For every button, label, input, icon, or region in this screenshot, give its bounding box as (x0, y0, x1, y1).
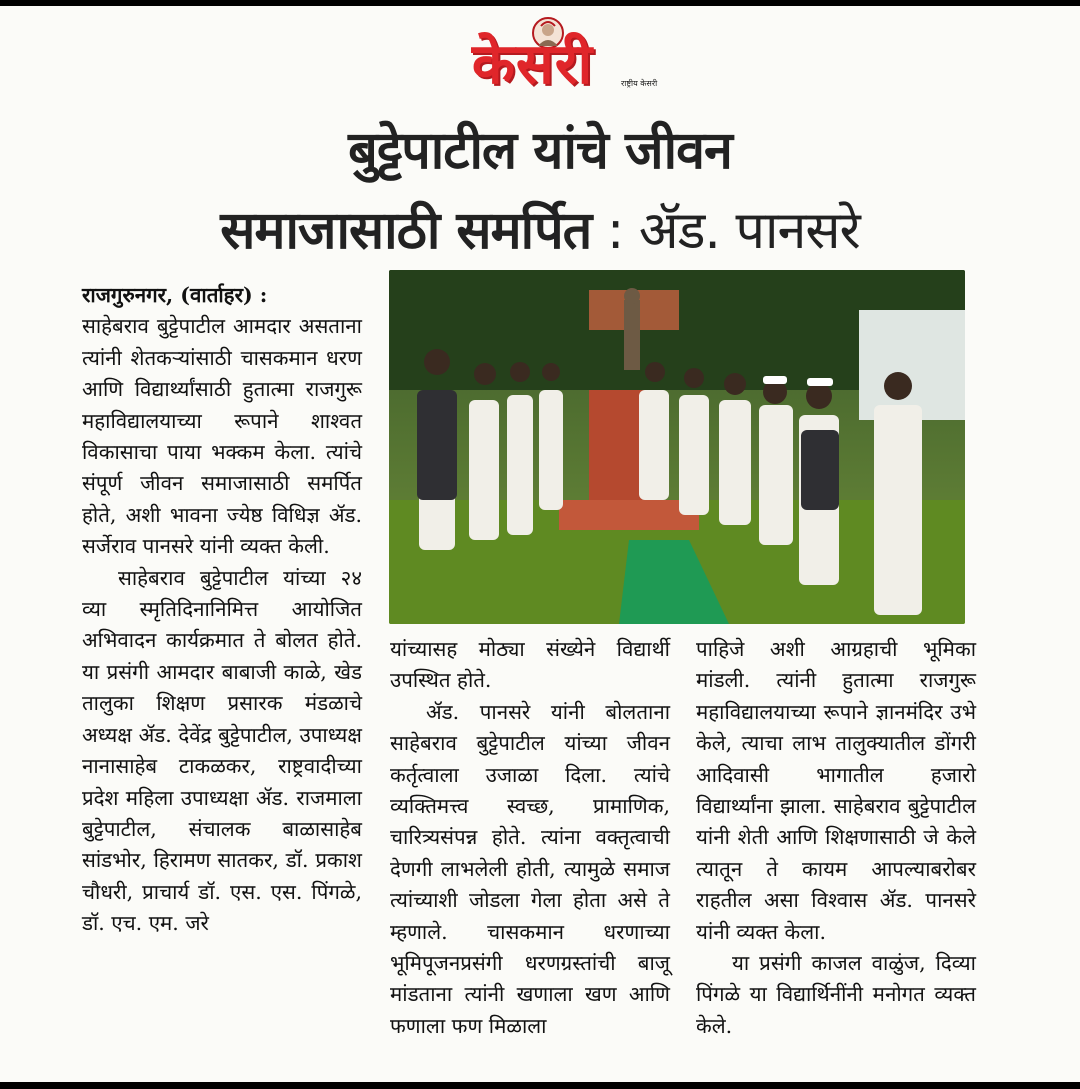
article-paragraph-2: साहेबराव बुट्टेपाटील यांच्या २४ व्या स्मृतिदिनानिमित्त आयोजित अभिवादन कार्यक्रमात ते बोलत होते. या प्रसंगी आमदार बाबाजी काळे, खेड तालुका शिक्षण प्रसारक मंडळाचे अध्यक्ष ॲड. देवेंद्र बुट्टेपाटील, उपाध्यक्ष नानासाहेब टाकळकर, राष्ट्रवादीच्या प्रदेश महिला उपाध्यक्षा ॲड. राजमाला बुट्टेपाटील, संचालक बाळासाहेब सांडभोर, हिरामण सातकर, डॉ. प्रकाश चौधरी, प्राचार्य डॉ. एस. एस. पिंगळे, डॉ. एच. एम. जरे (82, 565, 362, 936)
headline-line-2-bold: समाजासाठी समर्पित (220, 201, 592, 261)
masthead-tagline: राष्ट्रीय केसरी (621, 79, 658, 88)
article-column-2 (390, 634, 670, 1042)
article-paragraph-1: साहेबराव बुट्टेपाटील आमदार असताना त्यांनी शेतकऱ्यांसाठी चासकमान धरण आणि विद्यार्थ्यांसाठी हुतात्मा राजगुरू महाविद्यालयाच्या रूपाने शाश्वत विकासाचा पाया भक्कम केला. त्यांचे संपूर्ण जीवन समाजासाठी समर्पित होते, अशी भावना ज्येष्ठ विधिज्ञ ॲड. सर्जेराव पानसरे यांनी व्यक्त केली. (82, 314, 362, 559)
newspaper-clipping (0, 6, 1080, 1082)
article-col3-paragraph-1: पाहिजे अशी आग्रहाची भूमिका मांडली. त्यांनी हुतात्मा राजगुरू महाविद्यालयाच्या रूपाने ज्ञानमंदिर उभे केले, त्याचा लाभ तालुक्यातील डोंगरी आदिवासी भागातील हजारो विद्यार्थ्यांना झाला. साहेबराव बुट्टेपाटील यांनी शेती आणि शिक्षणासाठी जे केले त्यातून ते कायम आपल्याबरोबर राहतील असा विश्वास ॲड. पानसरे यांनी व्यक्त केला. (696, 637, 976, 944)
headline-line-1: बुट्टेपाटील यांचे जीवन (348, 121, 732, 181)
event-photo (389, 270, 965, 624)
article-col2-paragraph-2: ॲड. पानसरे यांनी बोलताना साहेबराव बुट्टेपाटील यांच्या जीवन कर्तृत्वाला उजाळा दिला. त्यांचे व्यक्तिमत्त्व स्वच्छ, प्रामाणिक, चारित्र्यसंपन्न होते. त्यांना वक्तृत्वाची देणगी लाभलेली होती, त्यामुळे समाज त्यांच्याशी जोडला गेला होता असे ते म्हणाले. चासकमान धरणाच्या भूमिपूजनप्रसंगी धरणग्रस्तांची बाजू मांडताना त्यांनी खणाला खण आणि फणाला फण मिळाला (390, 699, 670, 1038)
article-col2-paragraph-1: यांच्यासह मोठ्या संख्येने विद्यार्थी उपस्थित होते. (390, 637, 670, 693)
newspaper-logo: केसरी (471, 32, 594, 97)
article-column-3 (696, 634, 976, 1042)
article-col3-paragraph-2: या प्रसंगी काजल वाळुंज, दिव्या पिंगळे या विद्यार्थिनींनी मनोगत व्यक्त केले. (696, 951, 976, 1038)
headline-line-2-rest: : ॲड. पानसरे (591, 201, 860, 261)
headline-line-2 (0, 196, 1080, 266)
article-dateline: राजगुरुनगर, (वार्ताहर) : (82, 283, 268, 307)
masthead (425, 12, 675, 104)
article-column-1 (82, 280, 362, 940)
